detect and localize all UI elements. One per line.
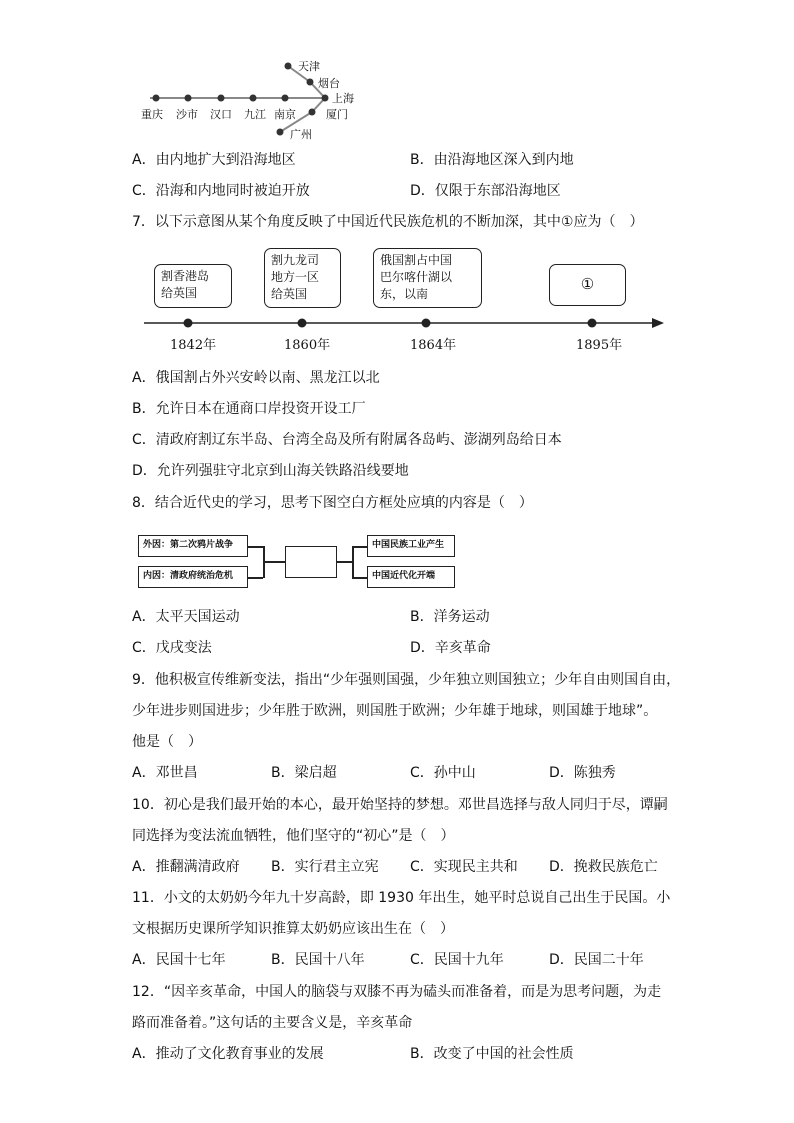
q10-option-d[interactable]: D．挽救民族危亡 [549, 859, 658, 875]
city-dot [153, 95, 160, 102]
timeline-box [154, 264, 232, 308]
q10-option-c[interactable]: C．实现民主共和 [410, 859, 518, 875]
q11-option-b[interactable]: B．民国十八年 [271, 952, 365, 968]
city-dot [277, 129, 284, 136]
q10-stem-line: 同选择为变法流血牺牲，他们坚守的“初心”是（ ） [132, 828, 455, 844]
q7-stem: 7．以下示意图从某个角度反映了中国近代民族危机的不断加深，其中①应为（ ） [132, 214, 644, 230]
box-line: 东，以南 [380, 287, 429, 301]
timeline-year: 1860年 [284, 338, 331, 353]
q8-option-c[interactable]: C．戊戌变法 [132, 640, 212, 656]
box-line: ① [580, 275, 595, 293]
q6-option-b[interactable]: B．由沿海地区深入到内地 [410, 152, 574, 168]
q9-stem-line: 少年进步则国进步；少年胜于欧洲，则国胜于欧洲；少年雄于地球，则国雄于地球”。 [132, 703, 658, 719]
q11-option-a[interactable]: A．民国十七年 [132, 952, 226, 968]
timeline-box-blank [549, 264, 626, 306]
timeline-box [264, 248, 341, 308]
q12-stem-line: 路而准备着。”这句话的主要含义是，辛亥革命 [132, 1015, 413, 1031]
q8-option-a[interactable]: A．太平天国运动 [132, 609, 240, 625]
q8-stem: 8．结合近代史的学习，思考下图空白方框处应填的内容是（ ） [132, 495, 533, 511]
timeline-box [373, 248, 482, 308]
box-line: 割香港岛 [161, 269, 210, 283]
q11-stem-line: 文根据历史课所学知识推算太奶奶应该出生在（ ） [132, 921, 454, 937]
city-dot [309, 109, 316, 116]
q7-option-a[interactable]: A．俄国割占外兴安岭以南、黑龙江以北 [132, 370, 380, 386]
q9-stem-line: 9．他积极宣传维新变法，指出“少年强则国强，少年独立则国独立；少年自由则国自由， [132, 672, 681, 688]
q7-option-d[interactable]: D．允许列强驻守北京到山海关铁路沿线要地 [132, 463, 409, 479]
box-line: 地方一区 [271, 270, 320, 284]
q12-option-a[interactable]: A．推动了文化教育事业的发展 [132, 1046, 324, 1062]
q9-option-a[interactable]: A．邓世昌 [132, 765, 198, 781]
timeline-dot [184, 319, 193, 328]
box-line: 给英国 [161, 286, 198, 300]
q12-stem-line: 12．“因辛亥革命，中国人的脑袋与双膝不再为磕头而准备着，而是为思考问题，为走 [132, 984, 662, 1000]
city-dot [322, 95, 329, 102]
box-line: 给英国 [271, 287, 308, 301]
q6-option-d[interactable]: D．仅限于东部沿海地区 [410, 183, 561, 199]
city-dot [285, 63, 292, 70]
city-dot [250, 95, 257, 102]
timeline-dot [298, 319, 307, 328]
timeline-dot [588, 319, 597, 328]
city-label: 上海 [332, 92, 354, 105]
city-label: 南京 [274, 108, 296, 121]
cause-box: 内因：清政府统治危机 [138, 566, 248, 588]
q10-option-a[interactable]: A．推翻满清政府 [132, 859, 240, 875]
q9-option-b[interactable]: B．梁启超 [271, 765, 337, 781]
timeline-year: 1864年 [410, 338, 457, 353]
box-line: 巴尔喀什湖以 [380, 270, 453, 284]
timeline-year: 1842年 [170, 338, 217, 353]
city-label: 九江 [244, 108, 266, 121]
timeline-year: 1895年 [576, 338, 623, 353]
result-box: 中国近代化开端 [367, 566, 455, 588]
q12-option-b[interactable]: B．改变了中国的社会性质 [410, 1046, 574, 1062]
q7-option-c[interactable]: C．清政府割辽东半岛、台湾全岛及所有附属各岛屿、澎湖列岛给日本 [132, 432, 562, 448]
city-label: 烟台 [318, 77, 340, 90]
q9-option-d[interactable]: D．陈独秀 [549, 765, 616, 781]
q11-option-d[interactable]: D．民国二十年 [549, 952, 644, 968]
q7-option-b[interactable]: B．允许日本在通商口岸投资开设工厂 [132, 401, 366, 417]
city-label: 沙市 [176, 108, 198, 121]
city-label: 重庆 [141, 108, 163, 121]
city-label: 天津 [298, 60, 320, 73]
city-label: 广州 [290, 128, 312, 141]
city-label: 厦门 [326, 108, 348, 121]
timeline-axis [140, 315, 670, 331]
q6-option-c[interactable]: C．沿海和内地同时被迫开放 [132, 183, 310, 199]
q10-stem-line: 10．初心是我们最开始的本心，最开始坚持的梦想。邓世昌选择与敌人同归于尽，谭嗣 [132, 797, 668, 813]
q9-option-c[interactable]: C．孙中山 [410, 765, 476, 781]
box-line: 俄国割占中国 [380, 253, 453, 267]
q9-stem-line: 他是（ ） [132, 734, 202, 750]
q11-option-c[interactable]: C．民国十九年 [410, 952, 504, 968]
q10-option-b[interactable]: B．实行君主立宪 [271, 859, 379, 875]
box-line: 割九龙司 [271, 253, 320, 267]
q8-option-d[interactable]: D．辛亥革命 [410, 640, 491, 656]
blank-box [285, 546, 337, 578]
q11-stem-line: 11．小文的太奶奶今年九十岁高龄，即 1930 年出生，她平时总说自己出生于民国。小 [132, 890, 671, 906]
q6-option-a[interactable]: A．由内地扩大到沿海地区 [132, 152, 296, 168]
timeline-dot [422, 319, 431, 328]
result-box: 中国民族工业产生 [367, 535, 455, 557]
city-dot [282, 95, 289, 102]
city-label: 汉口 [210, 108, 232, 121]
cause-box: 外因：第二次鸦片战争 [138, 535, 248, 557]
q8-option-b[interactable]: B．洋务运动 [410, 609, 490, 625]
city-dot [218, 95, 225, 102]
city-dot [185, 95, 192, 102]
city-dot [307, 79, 314, 86]
